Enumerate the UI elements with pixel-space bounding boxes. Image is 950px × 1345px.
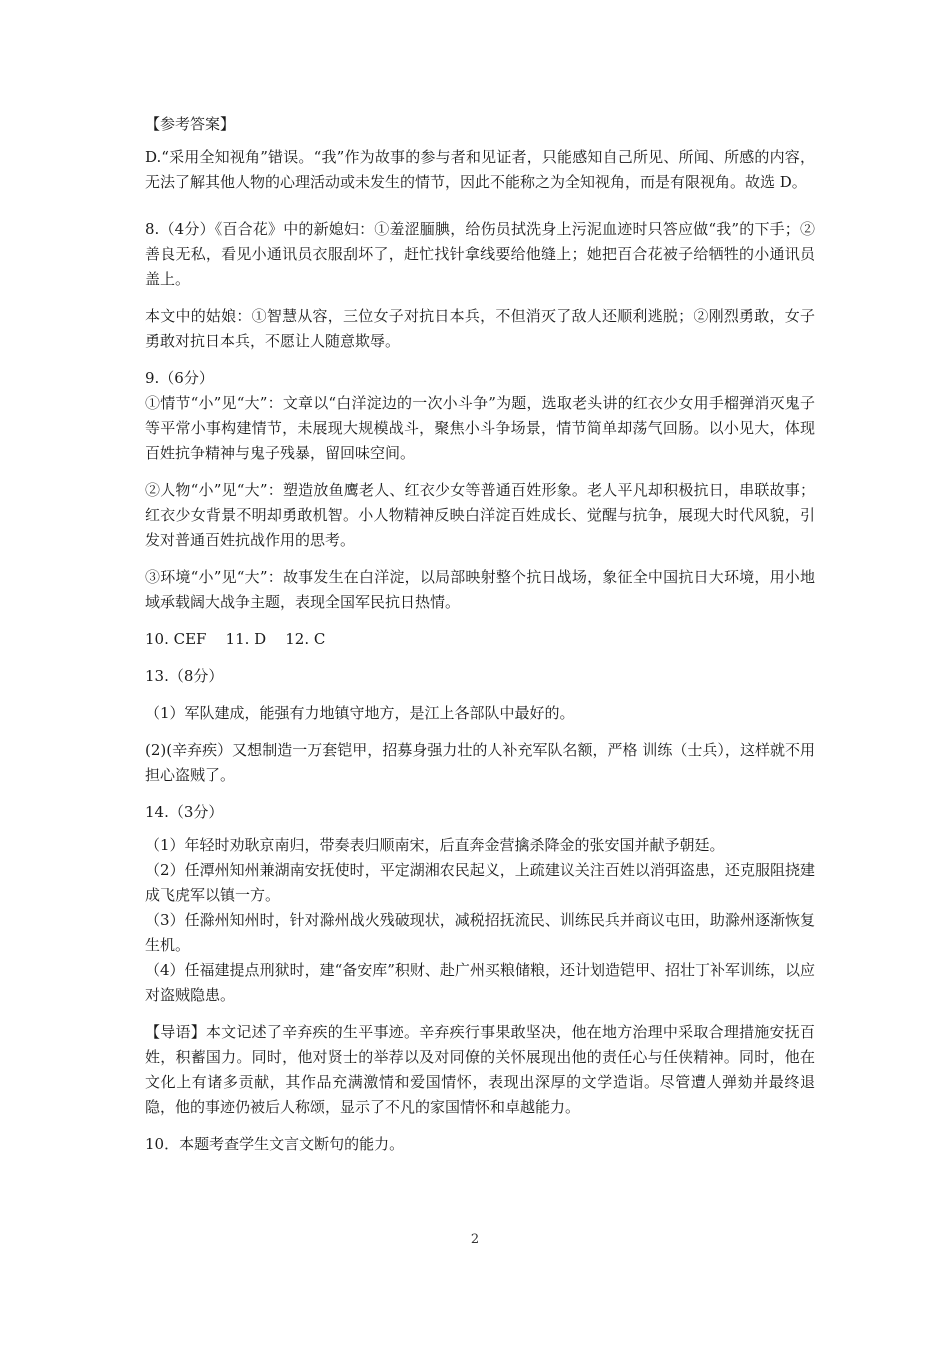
q14-item-2: （2）任潭州知州兼湖南安抚使时，平定湖湘农民起义，上疏建议关注百姓以消弭盗患，还克服阻挠建成飞虎军以镇一方。 [145, 861, 815, 904]
q10-explanation: 10．本题考查学生文言文断句的能力。 [145, 1135, 405, 1153]
q9-point-3: ③环境“小”见“大”：故事发生在白洋淀，以局部映射整个抗日战场，象征全中国抗日大环境，用小地域承载阔大战争主题，表现全国军民抗日热情。 [145, 568, 815, 611]
q14-item-3: （3）任滁州知州时，针对滁州战火残破现状，减税招抚流民、训练民兵并商议屯田，助滁州逐渐恢复生机。 [145, 911, 815, 954]
guide-paragraph: 【导语】本文记述了辛弃疾的生平事迹。辛弃疾行事果敢坚决，他在地方治理中采取合理措施安抚百姓，积蓄国力。同时，他对贤士的举荐以及对同僚的关怀展现出他的责任心与任侠精神。同时，他在文化上有诸多贡献，其作品充满激情和爱国情怀，表现出深厚的文学造诣。尽管遭人弹劾并最终退隐，他的事迹仍被后人称颂，显示了不凡的家国情怀和卓越能力。 [145, 1023, 815, 1116]
q14-item-1: （1）年轻时劝耿京南归，带奏表归顺南宋，后直奔金营擒杀降金的张安国并献予朝廷。 [145, 836, 725, 854]
q14-item-4: （4）任福建提点刑狱时，建“备安库”积财、赴广州买粮储粮，还计划造铠甲、招壮丁补军训练，以应对盗贼隐患。 [145, 961, 815, 1004]
q9-point-2: ②人物“小”见“大”：塑造放鱼鹰老人、红衣少女等普通百姓形象。老人平凡却积极抗日，串联故事；红衣少女背景不明却勇敢机智。小人物精神反映白洋淀百姓成长、觉醒与抗争，展现大时代风貌，引发对普通百姓抗战作用的思考。 [145, 481, 815, 549]
q9-heading: 9.（6分） [145, 369, 214, 387]
page-number: 2 [470, 1232, 480, 1247]
answer-content [145, 112, 815, 1157]
q13-item-1: （1）军队建成，能强有力地镇守地方，是江上各部队中最好的。 [145, 704, 575, 722]
q8-answer-part2: 本文中的姑娘：①智慧从容，三位女子对抗日本兵，不但消灭了敌人还顺利逃脱；②刚烈勇敢，女子勇敢对抗日本兵，不愿让人随意欺辱。 [145, 307, 815, 350]
q14-heading: 14.（3分） [145, 803, 224, 821]
q8-answer-part1: 8.（4分）《百合花》中的新媳妇：①羞涩腼腆，给伤员拭洗身上污泥血迹时只答应做“我”的下手；②善良无私，看见小通讯员衣服刮坏了，赶忙找针拿线要给他缝上；她把百合花被子给牺牲的小通讯员盖上。 [145, 220, 815, 288]
q13-item-2: (2)(辛弃疾）又想制造一万套铠甲，招募身强力壮的人补充军队名额，严格 训练（士兵），这样就不用担心盗贼了。 [145, 741, 815, 784]
q9-point-1: ①情节“小”见“大”：文章以“白洋淀边的一次小斗争”为题，选取老头讲的红衣少女用手榴弹消灭鬼子等平常小事构建情节，未展现大规模战斗，聚焦小斗争场景，情节简单却荡气回肠。以小见大，体现百姓抗争精神与鬼子残暴，留回味空间。 [145, 394, 815, 462]
reference-answer-heading: 【参考答案】 [145, 115, 236, 133]
q13-heading: 13.（8分） [145, 667, 224, 685]
q10-12-answers: 10. CEF 11. D 12. C [145, 630, 326, 648]
q7-answer: D.“采用全知视角”错误。“我”作为故事的参与者和见证者，只能感知自己所见、所闻、所感的内容，无法了解其他人物的心理活动或未发生的情节，因此不能称之为全知视角，而是有限视角。故选 D。 [145, 148, 815, 191]
